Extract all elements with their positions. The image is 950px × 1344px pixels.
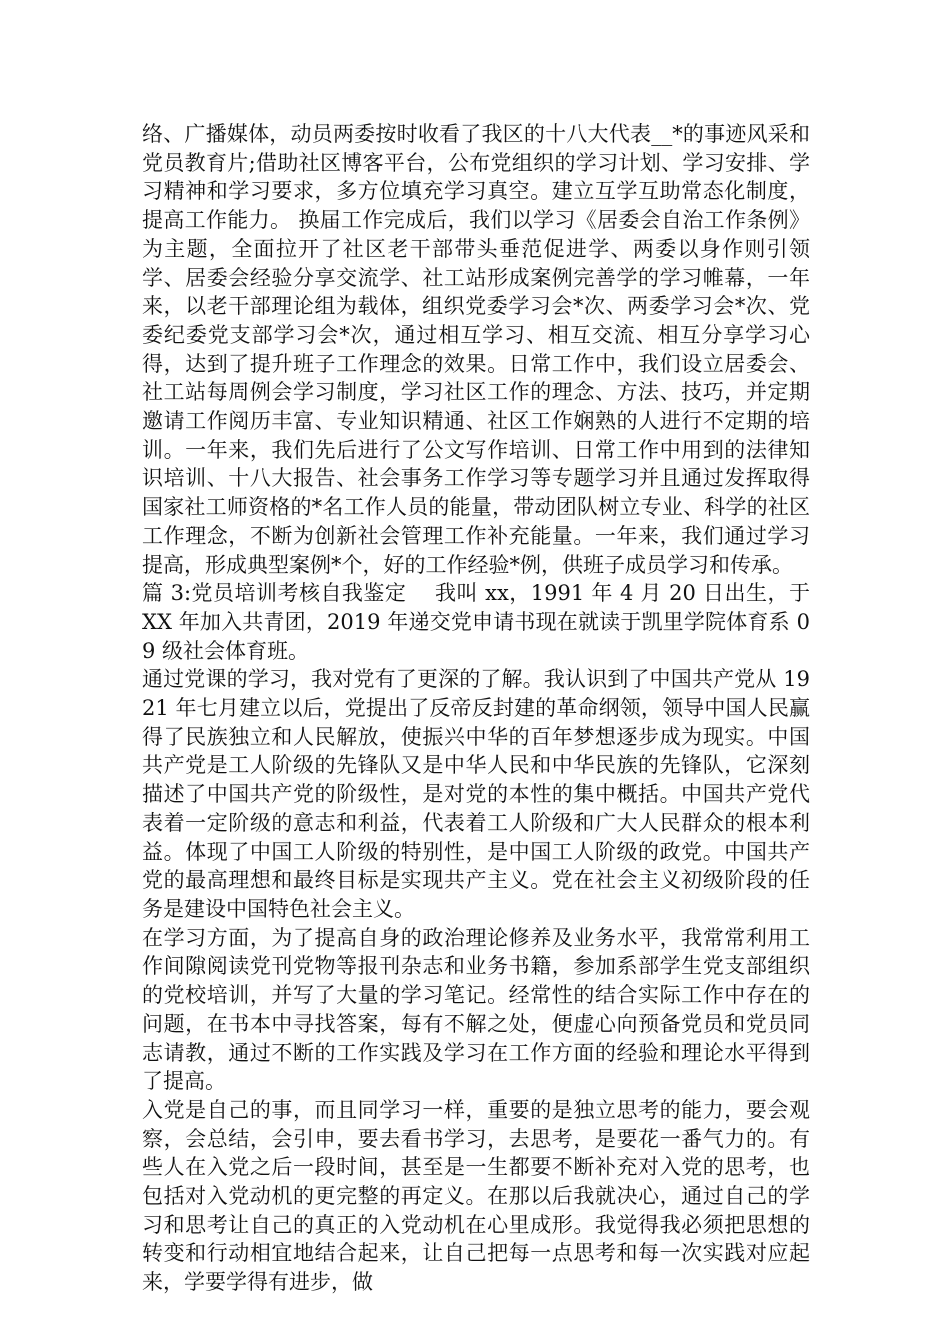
document-body: [142, 120, 810, 1297]
paragraph-section-3-heading-intro: 篇 3:党员培训考核自我鉴定 我叫 xx，1991 年 4 月 20 日出生，于 XX 年加入共青团，2019 年递交党申请书现在就读于凯里学院体育系 09 级社会体育班。: [142, 581, 810, 663]
paragraph-learning-aspect: 在学习方面，为了提高自身的政治理论修养及业务水平，我常常利用工作间隙阅读党刊党物等报刊杂志和业务书籍，参加系部学生党支部组织的党校培训，并写了大量的学习笔记。经常性的结合实际工作中存在的问题，在书本中寻找答案，每有不解之处，便虚心向预备党员和党员同志请教，通过不断的工作实践及学习在工作方面的经验和理论水平得到了提高。: [142, 925, 810, 1094]
paragraph-party-understanding: 通过党课的学习，我对党有了更深的了解。我认识到了中国共产党从 1921 年七月建立以后，党提出了反帝反封建的革命纲领，领导中国人民赢得了民族独立和人民解放，使振兴中华的百年梦想逐步成为现实。中国共产党是工人阶级的先锋队又是中华人民和中华民族的先锋队，它深刻描述了中国共产党的阶级性，是对党的本性的集中概括。中国共产党代表着一定阶级的意志和利益，代表着工人阶级和广大人民群众的根本利益。体现了中国工人阶级的特别性，是中国工人阶级的政党。中国共产党的最高理想和最终目标是实现共产主义。党在社会主义初级阶段的任务是建设中国特色社会主义。: [142, 667, 810, 921]
paragraph-study-work-summary: 络、广播媒体，动员两委按时收看了我区的十八大代表__*的事迹风采和党员教育片;借助社区博客平台，公布党组织的学习计划、学习安排、学习精神和学习要求，多方位填充学习真空。建立互学互助常态化制度，提高工作能力。 换届工作完成后，我们以学习《居委会自治工作条例》为主题，全面拉开了社区老干部带头垂范促进学、两委以身作则引领学、居委会经验分享交流学、社工站形成案例完善学的学习帷幕，一年来，以老干部理论组为载体，组织党委学习会*次、两委学习会*次、党委纪委党支部学习会*次，通过相互学习、相互交流、相互分享学习心得，达到了提升班子工作理念的效果。日常工作中，我们设立居委会、社工站每周例会学习制度，学习社区工作的理念、方法、技巧，并定期邀请工作阅历丰富、专业知识精通、社区工作娴熟的人进行不定期的培训。一年来，我们先后进行了公文写作培训、日常工作中用到的法律知识培训、十八大报告、社会事务工作学习等专题学习并且通过发挥取得国家社工师资格的*名工作人员的能量，带动团队树立专业、科学的社区工作理念，不断为创新社会管理工作补充能量。一年来，我们通过学习提高，形成典型案例*个，好的工作经验*例，供班子成员学习和传承。: [142, 122, 810, 577]
paragraph-joining-party-thoughts: 入党是自己的事，而且同学习一样，重要的是独立思考的能力，要会观察，会总结，会引申，要去看书学习，去思考，是要花一番气力的。有些人在入党之后一段时间，甚至是一生都要不断补充对入党的思考，也包括对入党动机的更完整的再定义。在那以后我就决心，通过自己的学习和思考让自己的真正的入党动机在心里成形。我觉得我必须把思想的转变和行动相宜地结合起来，让自己把每一点思考和每一次实践对应起来，学要学得有进步，做: [142, 1097, 810, 1295]
